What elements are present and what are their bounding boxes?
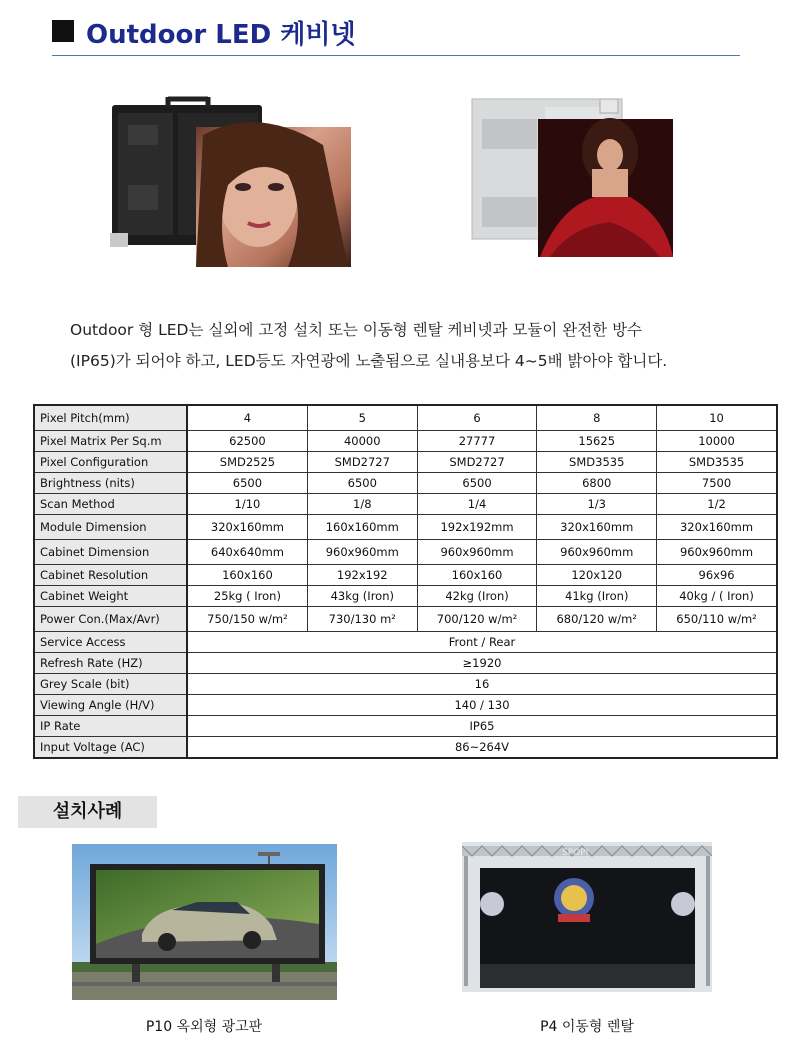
spec-cell: 1/4 xyxy=(417,494,537,515)
spec-cell: 6500 xyxy=(307,473,417,494)
section-title: 설치사례 xyxy=(18,796,157,828)
spec-cell: 8 xyxy=(537,405,657,431)
spec-row-label: Cabinet Weight xyxy=(34,586,187,607)
spec-cell: 192x192 xyxy=(307,565,417,586)
spec-cell: 160x160 xyxy=(187,565,307,586)
spec-row xyxy=(34,695,777,716)
spec-cell: 960x960mm xyxy=(537,540,657,565)
spec-row-label: Cabinet Resolution xyxy=(34,565,187,586)
spec-cell: SMD3535 xyxy=(537,452,657,473)
spec-row xyxy=(34,452,777,473)
spec-cell: 16 xyxy=(187,674,777,695)
page-title: Outdoor LED 케비넷 xyxy=(86,20,356,50)
spec-cell: 140 / 130 xyxy=(187,695,777,716)
spec-row-label: Service Access xyxy=(34,632,187,653)
spec-cell: 7500 xyxy=(657,473,777,494)
title-rule xyxy=(52,55,740,56)
intro-text xyxy=(70,315,760,377)
spec-row xyxy=(34,607,777,632)
spec-cell: 750/150 w/m² xyxy=(187,607,307,632)
spec-cell: 43kg (Iron) xyxy=(307,586,417,607)
spec-cell: 320x160mm xyxy=(537,515,657,540)
spec-cell: 62500 xyxy=(187,431,307,452)
spec-cell: 15625 xyxy=(537,431,657,452)
billboard-image xyxy=(72,844,337,1000)
spec-cell: IP65 xyxy=(187,716,777,737)
spec-cell: 1/8 xyxy=(307,494,417,515)
spec-cell: 42kg (Iron) xyxy=(417,586,537,607)
stage-rental-caption: P4 이동형 렌탈 xyxy=(540,1019,634,1035)
spec-cell: 6500 xyxy=(417,473,537,494)
spec-row xyxy=(34,405,777,431)
spec-table xyxy=(33,404,778,759)
spec-cell: 192x192mm xyxy=(417,515,537,540)
spec-cell: 1/2 xyxy=(657,494,777,515)
spec-cell: 27777 xyxy=(417,431,537,452)
spec-cell: 320x160mm xyxy=(187,515,307,540)
spec-row-label: Power Con.(Max/Avr) xyxy=(34,607,187,632)
spec-row-label: Module Dimension xyxy=(34,515,187,540)
spec-cell: 86~264V xyxy=(187,737,777,759)
spec-row xyxy=(34,632,777,653)
spec-cell: 640x640mm xyxy=(187,540,307,565)
white-cabinet-image xyxy=(470,97,675,259)
spec-row-label: Input Voltage (AC) xyxy=(34,737,187,759)
intro-line-2: (IP65)가 되어야 하고, LED등도 자연광에 노출됨으로 실내용보다 4~5배 밝아야 합니다. xyxy=(70,352,668,370)
spec-row-label: Pixel Pitch(mm) xyxy=(34,405,187,431)
spec-cell: 6500 xyxy=(187,473,307,494)
spec-row-label: Refresh Rate (HZ) xyxy=(34,653,187,674)
spec-row-label: Scan Method xyxy=(34,494,187,515)
spec-cell: 960x960mm xyxy=(307,540,417,565)
spec-cell: 730/130 m² xyxy=(307,607,417,632)
spec-cell: 160x160mm xyxy=(307,515,417,540)
stage-rental-image xyxy=(462,842,712,992)
spec-row-label: Grey Scale (bit) xyxy=(34,674,187,695)
billboard-caption: P10 옥외형 광고판 xyxy=(145,1019,263,1035)
spec-row xyxy=(34,565,777,586)
spec-cell: 40kg / ( Iron) xyxy=(657,586,777,607)
spec-cell: 6800 xyxy=(537,473,657,494)
spec-cell: 41kg (Iron) xyxy=(537,586,657,607)
spec-cell: 320x160mm xyxy=(657,515,777,540)
spec-row xyxy=(34,431,777,452)
spec-cell: 10000 xyxy=(657,431,777,452)
spec-row-label: Viewing Angle (H/V) xyxy=(34,695,187,716)
spec-cell: 4 xyxy=(187,405,307,431)
spec-row xyxy=(34,540,777,565)
spec-row xyxy=(34,494,777,515)
spec-cell: 96x96 xyxy=(657,565,777,586)
spec-cell: 25kg ( Iron) xyxy=(187,586,307,607)
stage-banner-text: SPOPI xyxy=(562,848,589,858)
spec-cell: SMD2727 xyxy=(417,452,537,473)
spec-cell: 10 xyxy=(657,405,777,431)
spec-row xyxy=(34,674,777,695)
spec-cell: 700/120 w/m² xyxy=(417,607,537,632)
spec-cell: 5 xyxy=(307,405,417,431)
spec-row xyxy=(34,586,777,607)
spec-cell: 650/110 w/m² xyxy=(657,607,777,632)
spec-row xyxy=(34,737,777,759)
spec-row-label: Pixel Configuration xyxy=(34,452,187,473)
spec-cell: 6 xyxy=(417,405,537,431)
spec-cell: 680/120 w/m² xyxy=(537,607,657,632)
spec-cell: SMD2727 xyxy=(307,452,417,473)
black-cabinet-image xyxy=(108,95,353,270)
spec-cell: ≥1920 xyxy=(187,653,777,674)
spec-row-label: Pixel Matrix Per Sq.m xyxy=(34,431,187,452)
spec-cell: 960x960mm xyxy=(657,540,777,565)
title-square-icon xyxy=(52,20,74,42)
spec-row xyxy=(34,473,777,494)
spec-row xyxy=(34,515,777,540)
spec-row-label: IP Rate xyxy=(34,716,187,737)
spec-cell: SMD3535 xyxy=(657,452,777,473)
spec-cell: SMD2525 xyxy=(187,452,307,473)
spec-row xyxy=(34,653,777,674)
spec-cell: Front / Rear xyxy=(187,632,777,653)
spec-row xyxy=(34,716,777,737)
intro-line-1: Outdoor 형 LED는 실외에 고정 설치 또는 이동형 렌탈 케비넷과 모듈이 완전한 방수 xyxy=(70,321,643,339)
spec-cell: 1/10 xyxy=(187,494,307,515)
spec-cell: 1/3 xyxy=(537,494,657,515)
spec-row-label: Cabinet Dimension xyxy=(34,540,187,565)
spec-row-label: Brightness (nits) xyxy=(34,473,187,494)
spec-cell: 40000 xyxy=(307,431,417,452)
spec-cell: 960x960mm xyxy=(417,540,537,565)
spec-cell: 160x160 xyxy=(417,565,537,586)
spec-cell: 120x120 xyxy=(537,565,657,586)
